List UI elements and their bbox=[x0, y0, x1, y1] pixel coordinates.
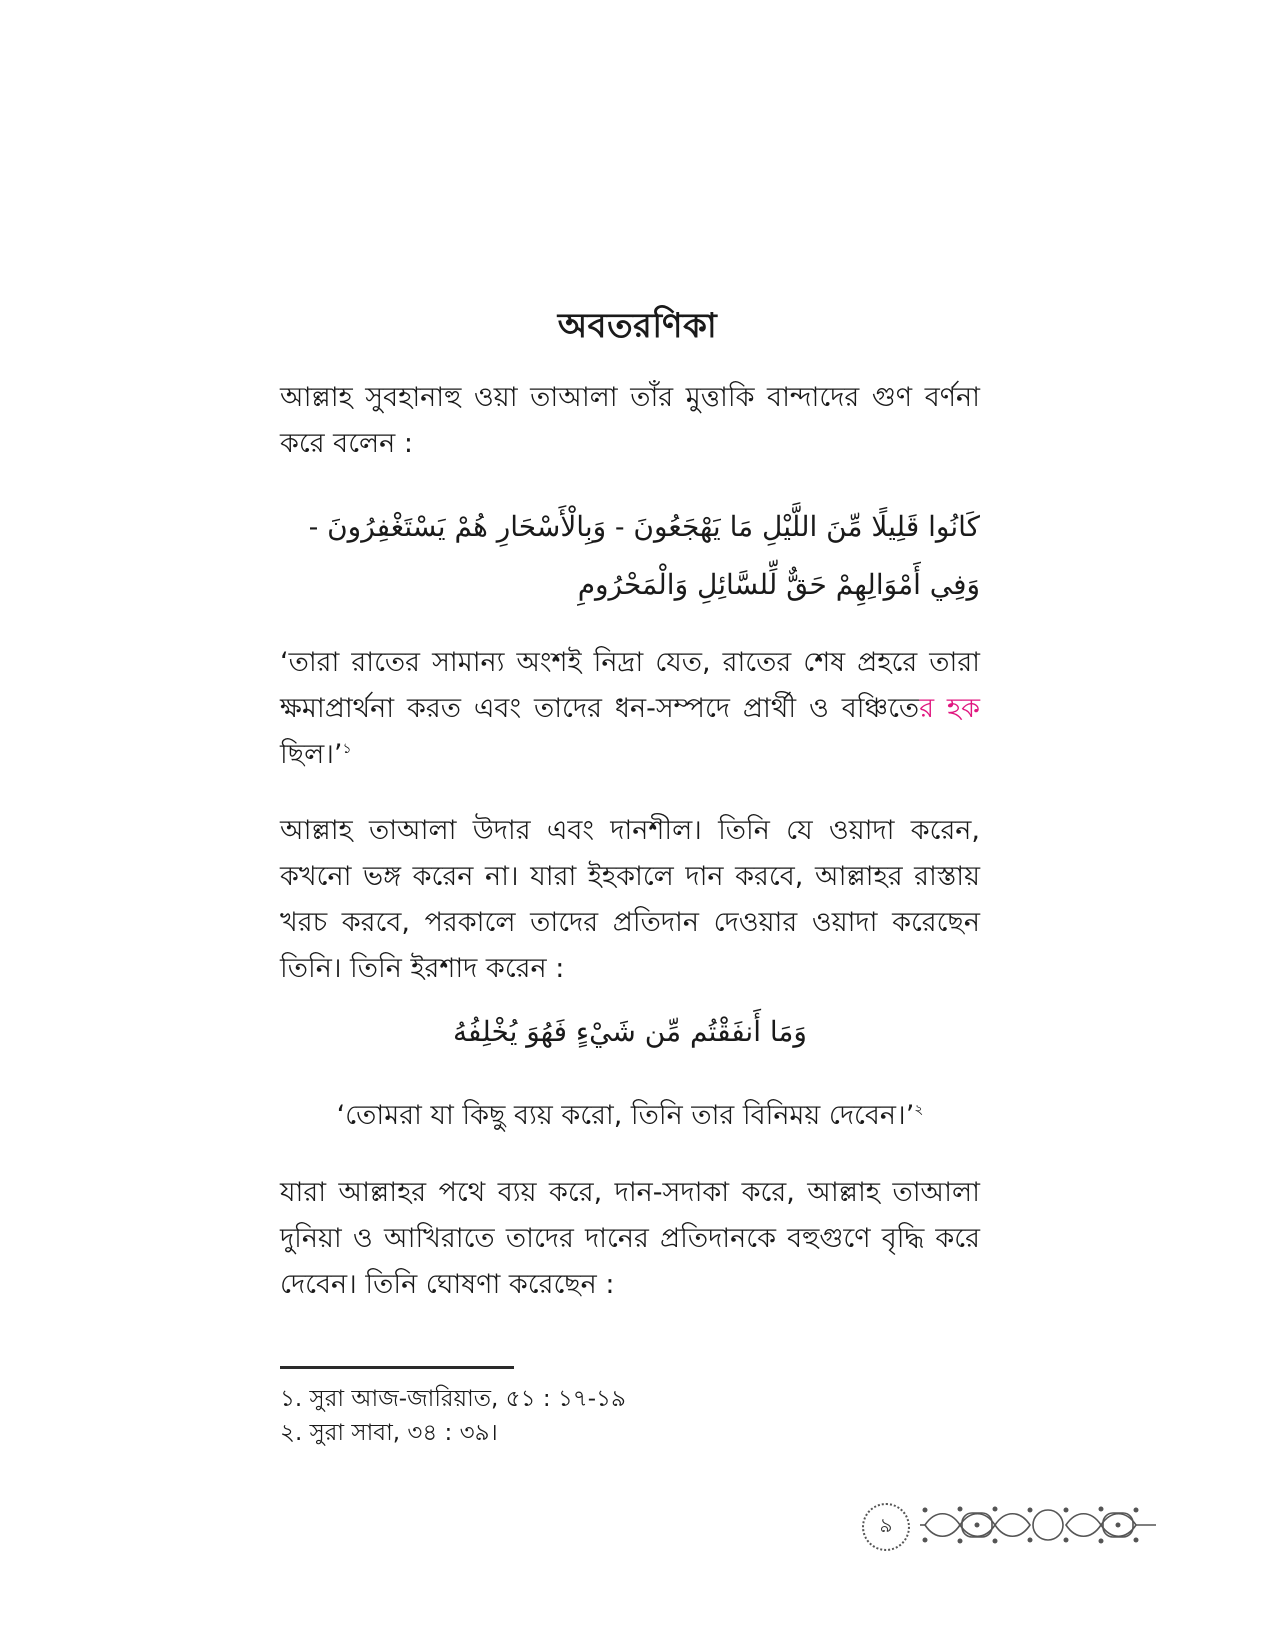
verse-2-translation bbox=[280, 1095, 980, 1140]
translation-text: ‘তারা রাতের সামান্য অংশই নিদ্রা যেত, রাতের শেষ প্রহরে তারা ক্ষমাপ্রার্থনা করত এবং তাদের ধন-সম্পদে প্রার্থী ও বঞ্চিতে bbox=[280, 647, 980, 724]
paragraph-2: আল্লাহ তাআলা উদার এবং দানশীল। তিনি যে ওয়াদা করেন, কখনো ভঙ্গ করেন না। যারা ইহকালে দান করবে, আল্লাহর রাস্তায় খরচ করবে, পরকালে তাদের প্রতিদান দেওয়ার ওয়াদা করেছেন তিনি। তিনি ইরশাদ করেন : bbox=[280, 815, 980, 984]
footnote-ref-2[interactable]: ২ bbox=[914, 1102, 924, 1118]
footnote-ref-1[interactable]: ১ bbox=[342, 741, 352, 757]
footnote-1: ১. সুরা আজ-জারিয়াত, ৫১ : ১৭-১৯ bbox=[280, 1386, 626, 1412]
page-number: ৯ bbox=[862, 1503, 910, 1551]
intro-paragraph: আল্লাহ সুবহানাহু ওয়া তাআলা তাঁর মুত্তাকি বান্দাদের গুণ বর্ণনা করে বলেন : bbox=[280, 382, 980, 459]
decorative-ornament-icon bbox=[920, 1505, 1160, 1545]
translation-text: ‘তোমরা যা কিছু ব্যয় করো, তিনি তার বিনিময় দেবেন।’ bbox=[336, 1100, 915, 1131]
arabic-verse-1-line-2: وَفِي أَمْوَالِهِمْ حَقٌّ لِّلسَّائِلِ وَالْمَحْرُومِ bbox=[577, 568, 980, 601]
footnote-2: ২. সুরা সাবা, ৩৪ : ৩৯। bbox=[280, 1420, 498, 1446]
verse-1-translation bbox=[280, 640, 980, 778]
arabic-verse-1 bbox=[280, 498, 980, 614]
page-title: অবতরণিকা bbox=[557, 306, 718, 346]
arabic-verse-1-line-1: كَانُوا قَلِيلًا مِّنَ اللَّيْلِ مَا يَهْجَعُونَ - وَبِالْأَسْحَارِ هُمْ يَسْتَغْفِرُونَ - bbox=[308, 510, 980, 543]
paragraph-3: যারা আল্লাহর পথে ব্যয় করে, দান-সদাকা করে, আল্লাহ তাআলা দুনিয়া ও আখিরাতে তাদের দানের প্রতিদানকে বহুগুণে বৃদ্ধি করে দেবেন। তিনি ঘোষণা করেছেন : bbox=[280, 1177, 980, 1300]
arabic-verse-2: وَمَا أَنفَقْتُم مِّن شَيْءٍ فَهُوَ يُخْلِفُهُ bbox=[453, 1015, 807, 1048]
highlighted-text: র হক bbox=[919, 693, 981, 724]
footnote-divider bbox=[280, 1366, 514, 1369]
translation-text-end: ছিল।’ bbox=[280, 739, 343, 770]
